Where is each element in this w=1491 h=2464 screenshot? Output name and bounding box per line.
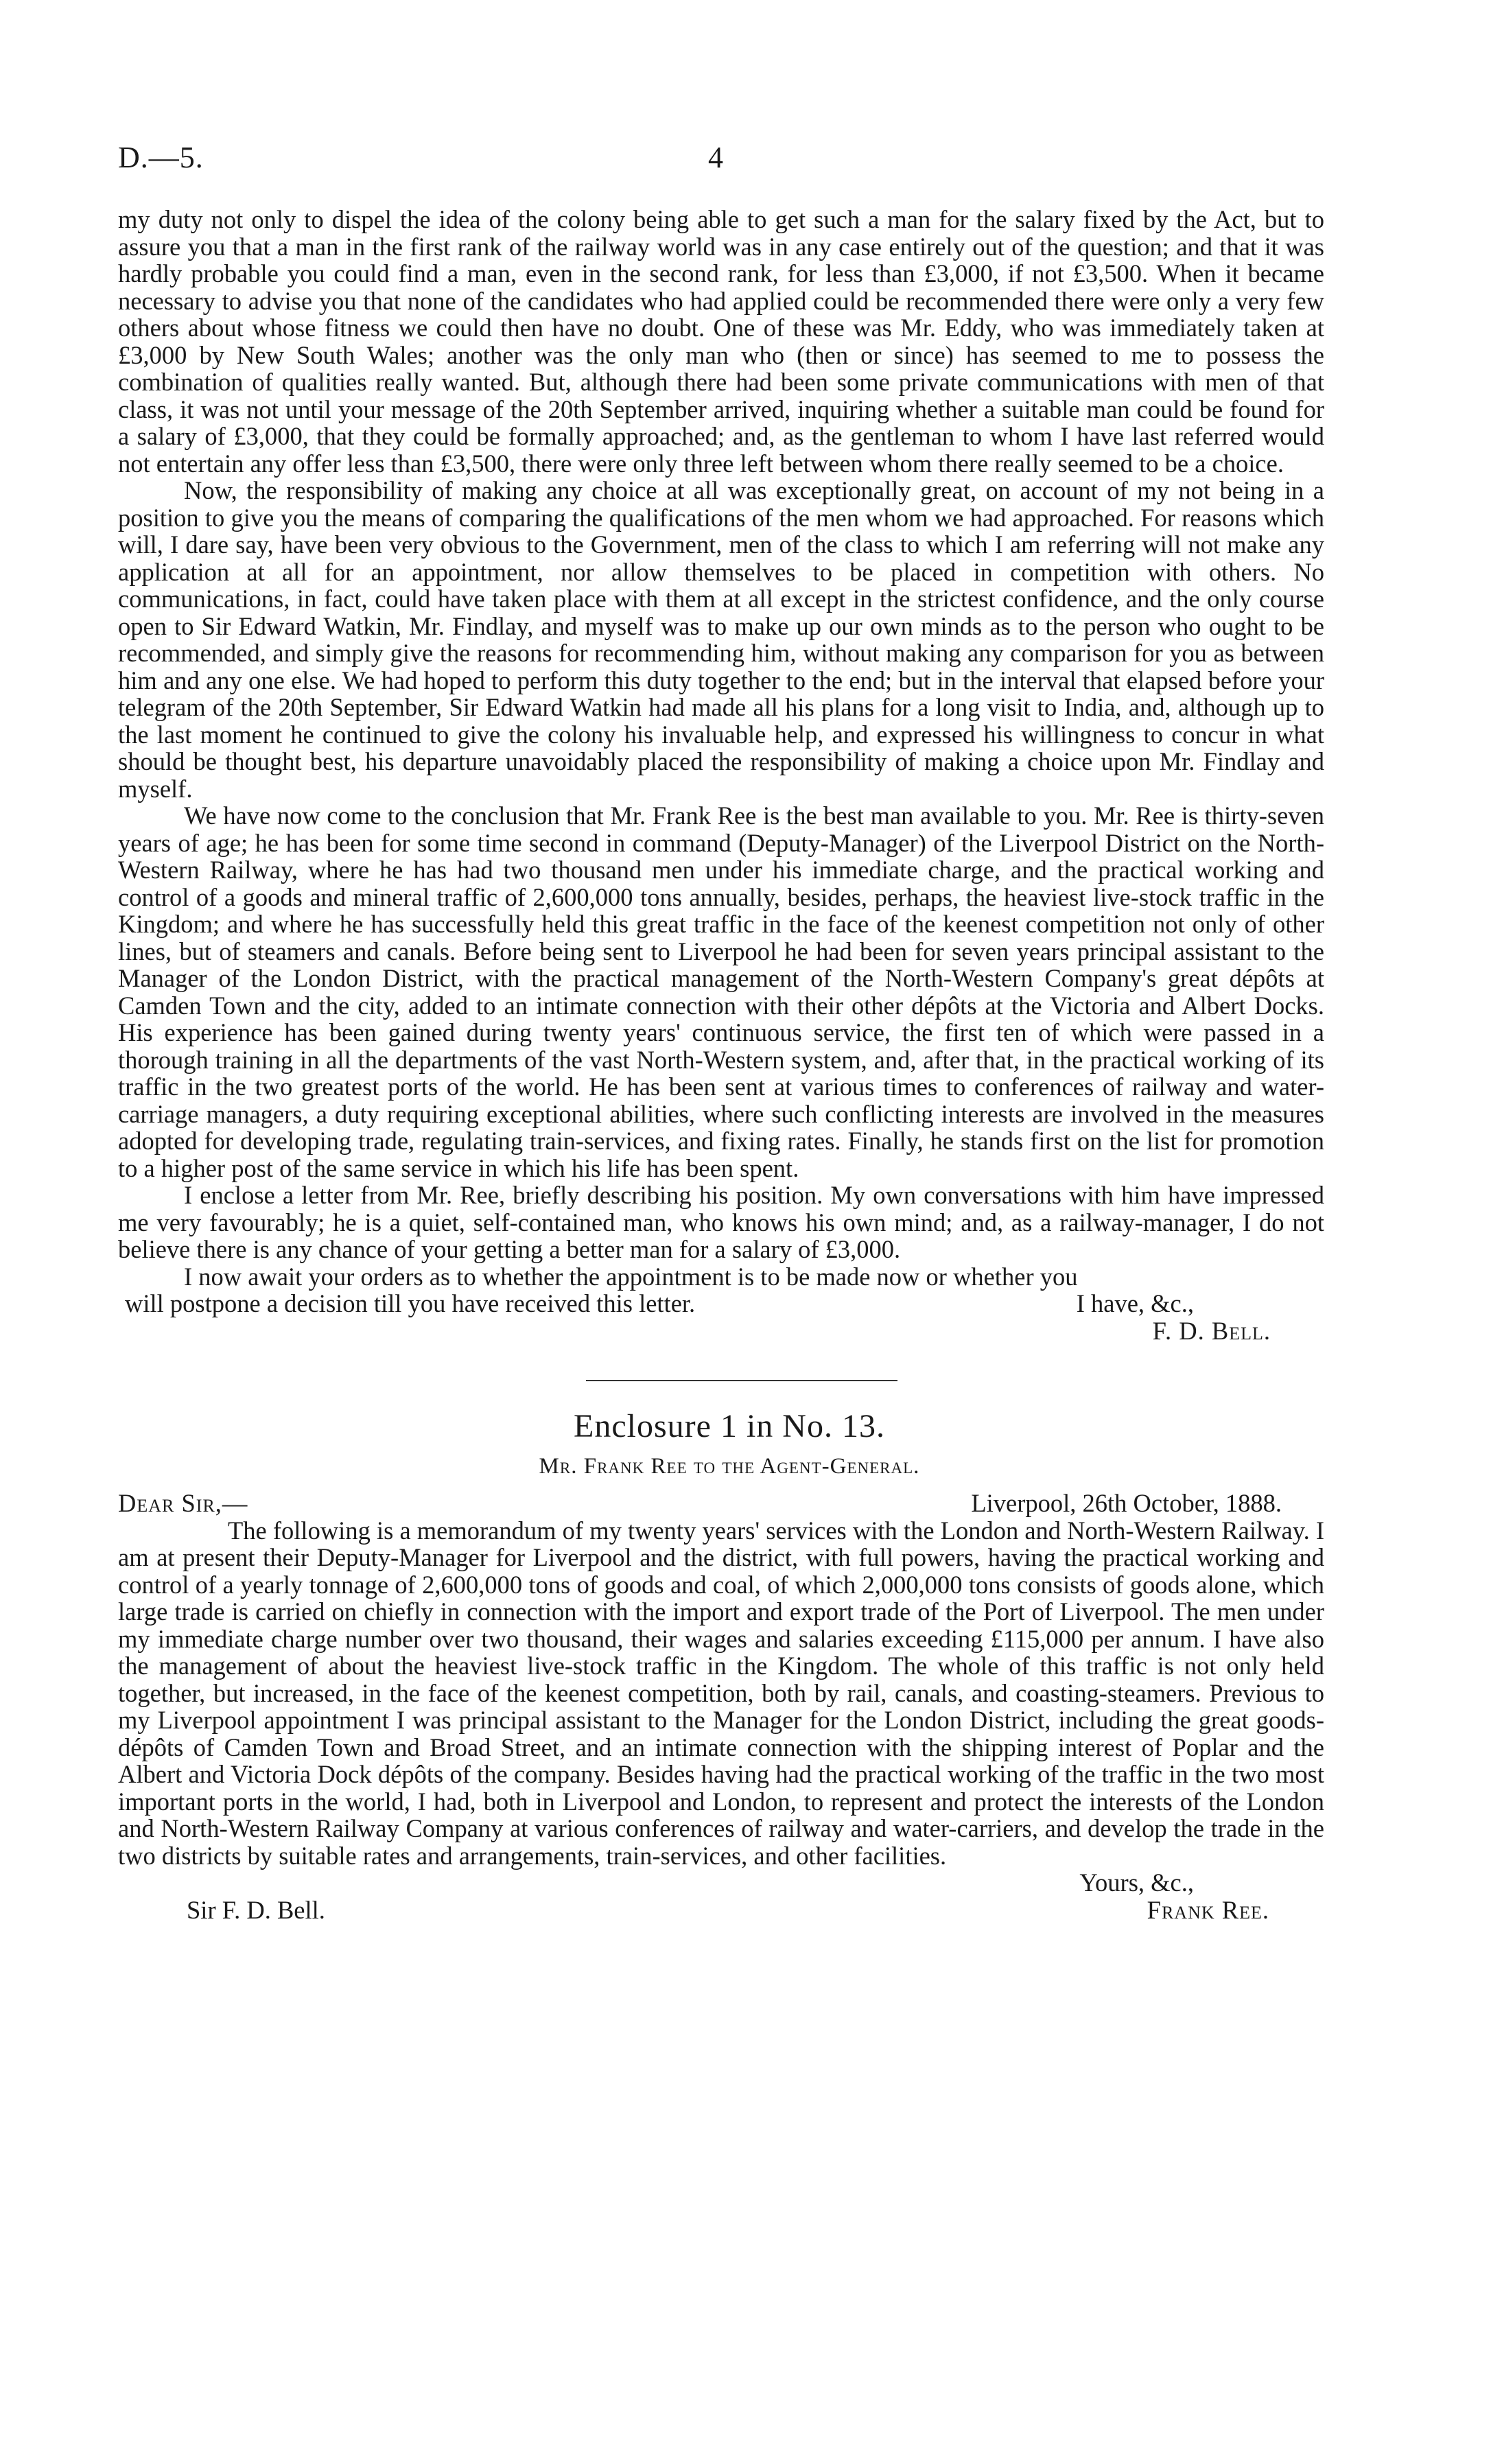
letter-footer <box>118 1897 1324 1924</box>
date-line: Liverpool, 26th October, 1888. <box>971 1489 1282 1517</box>
section-divider <box>586 1380 897 1381</box>
enclosed-letter <box>118 1490 1324 1923</box>
paragraph: I now await your orders as to whether the appointment is to be made now or whether you <box>184 1262 1078 1291</box>
salutation: Dear Sir,— <box>118 1489 248 1517</box>
page-number: 4 <box>708 141 723 174</box>
signature: F. D. Bell. <box>1152 1316 1271 1345</box>
enclosure-title: Enclosure 1 in No. 13. <box>574 1408 885 1444</box>
letter-body: The following is a memorandum of my twenty years' services with the London and North-Western Railway. I am at present their Deputy-Manager for Liverpool and the district, with full powers, having the practical working and control of a yearly tonnage of 2,600,000 tons of goods and coal, of which 2,000,000 tons consists of goods alone, which large trade is carried on chiefly in connection with the import and export trade of the Port of Liverpool. The men under my immediate charge number over two thousand, their wages and salaries exceeding £115,000 per annum. I have also the management of about the heaviest live-stock traffic in the Kingdom. The whole of this traffic is not only held together, but increased, in the face of the keenest competition, both by rail, canals, and coasting-steamers. Previous to my Liverpool appointment I was principal assistant to the Manager for the London District, including the great goods-dépôts of Camden Town and Broad Street, and an intimate connection with the shipping interest of Poplar and the Albert and Victoria Dock dépôts of the company. Besides having had the practical working of the traffic in the two most important ports in the world, I had, both in Liverpool and London, to represent and protect the interests of the London and North-Western Railway Company at various conferences of railway and water-carriers, and develop the trade in the two districts by suitable rates and arrangements, train-services, and other facilities. <box>118 1516 1324 1870</box>
paragraph: We have now come to the conclusion that Mr. Frank Ree is the best man available to you. Mr. Ree is thirty-seven years of age; he has been for some time second in command (Deputy-Manager) of the Liverpool District on the North-Western Railway, where he has had two thousand men under his immediate charge, and the practical working and control of a goods and mineral traffic of 2,600,000 tons annually, besides, perhaps, the heaviest live-stock traffic in the Kingdom; and where he has successfully held this great traffic in the face of the keenest competition not only of other lines, but of steamers and canals. Before being sent to Liverpool he had been for seven years principal assistant to the Manager of the London District, with the practical management of the North-Western Company's great dépôts at Camden Town and the city, added to an intimate connection with their other dépôts at the Victoria and Albert Docks. His experience has been gained during twenty years' continuous service, the first ten of which were passed in a thorough training in all the departments of the vast North-Western system, and, after that, in the practical working of its traffic in the two greatest ports of the world. He has been sent at various times to conferences of railway and water-carriage managers, a duty requiring exceptional abilities, where such conflicting interests are involved in the measures adopted for developing trade, regulating train-services, and fixing rates. Finally, he stands first on the list for promotion to a higher post of the same service in which his life has been spent. <box>118 801 1324 1182</box>
paragraph: my duty not only to dispel the idea of the colony being able to get such a man for the salary fixed by the Act, but to assure you that a man in the first rank of the railway world was in any case entirely out of the question; and that it was hardly probable you could find a man, even in the second rank, for less than £3,000, if not £3,500. When it became necessary to advise you that none of the candidates who had applied could be recommended there were only a very few others about whose fitness we could then have no doubt. One of these was Mr. Eddy, who was immediately taken at £3,000 by New South Wales; another was the only man who (then or since) has seemed to me to possess the combination of qualities really wanted. But, although there had been some private communications with men of that class, it was not until your message of the 20th September arrived, inquiring whether a suitable man could be found for a salary of £3,000, that they could be formally approached; and, as the gentleman to whom I have last referred would not entertain any offer less than £3,500, there were only three left between whom there really seemed to be a choice. <box>118 205 1324 478</box>
closing-text: will postpone a decision till you have received this letter. <box>125 1289 696 1317</box>
running-header <box>118 140 1312 181</box>
closing-line <box>118 1290 1324 1317</box>
main-text <box>118 206 1324 1923</box>
letter-header <box>118 1490 1324 1517</box>
addressee: Sir F. D. Bell. <box>187 1895 325 1924</box>
paragraph: Now, the responsibility of making any choice at all was exceptionally great, on account of my not being in a position to give you the means of comparing the qualifications of the men whom we had approached. For reasons which will, I dare say, have been very obvious to the Government, men of the class to which I am referring will not make any application at all for an appointment, nor allow themselves to be placed in competition with others. No communications, in fact, could have taken place with them at all except in the strictest confidence, and the only course open to Sir Edward Watkin, Mr. Findlay, and myself was to make up our own minds as to the person who ought to be recommended, and simply give the reasons for recommending him, without making any comparison for you as between him and any one else. We had hoped to perform this duty together to the end; but in the interval that elapsed before your telegram of the 20th September, Sir Edward Watkin had made all his plans for a long visit to India, and, although up to the last moment he continued to give the colony his invaluable help, and expressed his willingness to concur in what should be thought best, his departure unavoidably placed the responsibility of making a choice upon Mr. Findlay and myself. <box>118 476 1324 803</box>
closing-formula: I have, &c., <box>1076 1289 1194 1317</box>
enclosure-subtitle: Mr. Frank Ree to the Agent-General. <box>539 1454 920 1479</box>
page-id: D.—5. <box>118 141 204 174</box>
paragraph: I enclose a letter from Mr. Ree, briefly describing his position. My own conversations with him have impressed me very favourably; he is a quiet, self-contained man, who knows his own mind; and, as a railway-manager, I do not believe there is any chance of your getting a better man for a salary of £3,000. <box>118 1181 1324 1263</box>
letter-signature: Frank Ree. <box>1147 1895 1269 1924</box>
letter-closing: Yours, &c., <box>1079 1868 1194 1897</box>
